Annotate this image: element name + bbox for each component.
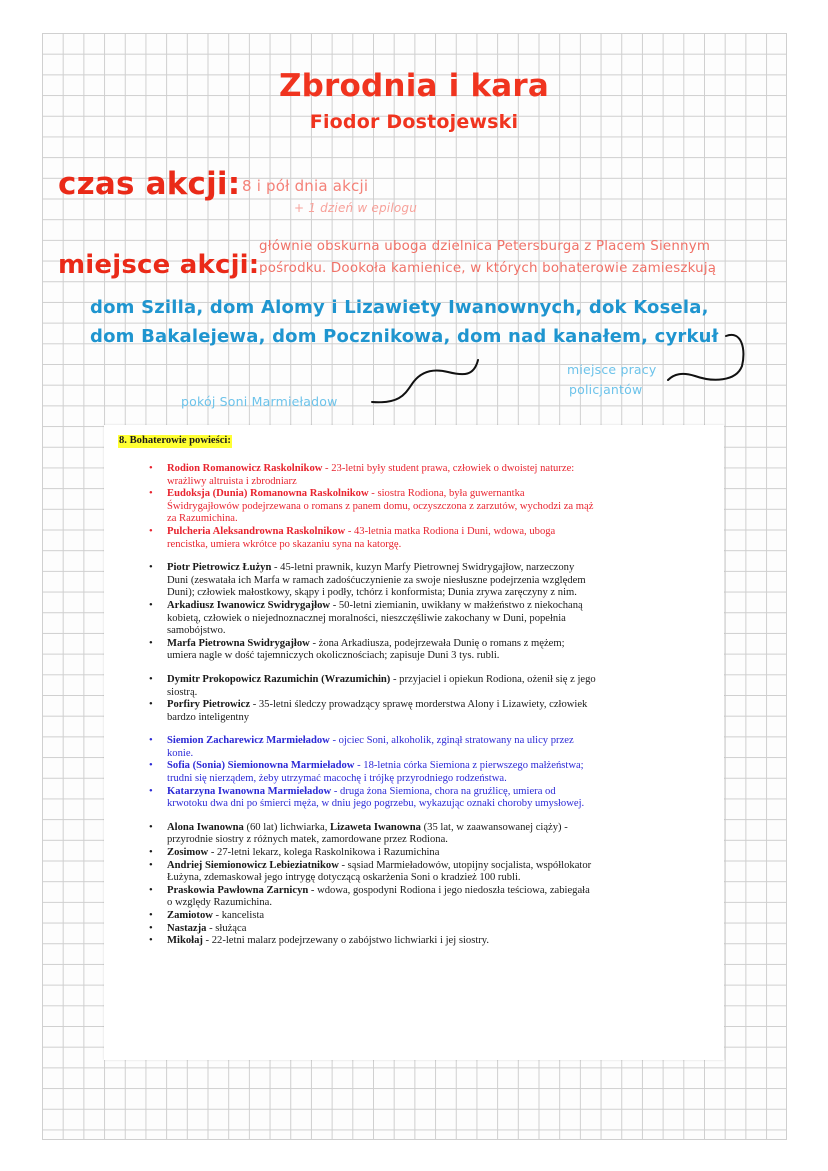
note-pokoj-soni: pokój Soni Marmieładow: [181, 394, 338, 409]
squiggle-soni: [372, 360, 478, 402]
character-description: - przyjaciel i opiekun Rodiona, ożenił się z jego: [390, 673, 596, 685]
character-name: Piotr Pietrowicz Łużyn: [167, 562, 272, 574]
character-name: Andriej Siemionowicz Lebieziatnikow: [167, 859, 339, 871]
bullet-icon: •: [149, 525, 153, 537]
character-item: [104, 786, 724, 811]
character-name: Dymitr Prokopowicz Razumichin (Wrazumichin): [167, 673, 391, 685]
bullet-icon: •: [149, 859, 153, 871]
character-item: [104, 674, 724, 699]
character-description: krwotoku dwa dni po śmierci męża, w dniu jego pogrzebu, wykazując oznaki choroby umysłowej.: [167, 798, 585, 810]
czas-akcji-value: 8 i pół dnia akcji: [242, 177, 369, 195]
character-item: [104, 463, 724, 488]
character-group: [104, 822, 724, 948]
places-line2: dom Bakalejewa, dom Pocznikowa, dom nad kanałem, cyrkuł: [90, 326, 719, 347]
character-item: [104, 638, 724, 663]
bullet-icon: •: [149, 699, 153, 711]
note-miejsce-pracy-line2: policjantów: [569, 382, 643, 397]
czas-akcji-label: czas akcji:: [58, 166, 241, 202]
character-description: o względy Razumichina.: [167, 897, 273, 909]
character-description: Duni); człowiek małostkowy, skąpy i podły, tchórz i konformista; Dunia zrywa zaręczyny z nim.: [167, 587, 577, 599]
characters-heading: 8. Bohaterowie powieści:: [119, 435, 231, 446]
character-description: - druga żona Siemiona, chora na gruźlicę, umiera od: [331, 785, 556, 797]
characters-document: [104, 425, 724, 1060]
character-name: Porfiry Pietrowicz: [167, 699, 251, 711]
bullet-icon: •: [149, 562, 153, 574]
bullet-icon: •: [149, 821, 153, 833]
character-name: Nastazja: [167, 922, 207, 934]
character-description: Duni (zeswatała ich Marfa w ramach zadośćuczynienie za swoje niesłuszne podejrzenia względem: [167, 574, 586, 586]
character-description: siostrą.: [167, 686, 198, 698]
bullet-icon: •: [149, 599, 153, 611]
squiggle-cyrkul: [668, 335, 743, 380]
character-description: - 22-letni malarz podejrzewany o zabójstwo lichwiarki i jej siostry.: [202, 935, 490, 947]
character-name: Lizaweta Iwanowna: [330, 821, 421, 833]
character-description: - ojciec Soni, alkoholik, zginął stratowany na ulicy przez: [329, 735, 574, 747]
bullet-icon: •: [149, 637, 153, 649]
character-item: [104, 562, 724, 600]
character-description: trudni się nierządem, żeby utrzymać macochę i trójkę przyrodniego rodzeństwa.: [167, 773, 507, 785]
character-description: - 23-letni były student prawa, człowiek o dwoistej naturze:: [322, 463, 575, 474]
character-name: Alona Iwanowna: [167, 821, 244, 833]
character-description: umiera nagle w dość tajemniczych okolicznościach; zapisuje Duni 3 tys. rubli.: [167, 650, 500, 662]
miejsce-akcji-desc-line2: pośrodku. Dookoła kamienice, w których bohaterowie zamieszkują: [259, 261, 717, 276]
character-item: [104, 488, 724, 526]
character-description: - siostra Rodiona, była guwernantka: [368, 488, 525, 500]
character-description: Łużyna, zdemaskował jego intrygę dotyczącą oskarżenia Soni o kradzież 100 rubli.: [167, 872, 521, 884]
character-description: kobietą, człowiek o niejednoznacznej moralności, nieszczęśliwie zakochany w Duni, popełnia: [167, 612, 566, 624]
character-item: [104, 935, 724, 948]
character-group: [104, 463, 724, 551]
czas-akcji-epilog: + 1 dzień w epilogu: [294, 201, 418, 215]
character-description: - 50-letni ziemianin, uwikłany w małżeństwo z niekochaną: [330, 599, 583, 611]
character-item: [104, 735, 724, 760]
character-item: [104, 760, 724, 785]
character-description: samobójstwo.: [167, 625, 226, 637]
character-item: [104, 885, 724, 910]
character-name: Arkadiusz Iwanowicz Swidrygajłow: [167, 599, 331, 611]
bullet-icon: •: [149, 463, 153, 474]
character-description: - 18-letnia córka Siemiona z pierwszego małżeństwa;: [354, 760, 584, 772]
miejsce-akcji-label: miejsce akcji:: [58, 250, 260, 280]
character-item: [104, 923, 724, 936]
character-description: bardzo inteligentny: [167, 711, 250, 723]
character-name: Marfa Pietrowna Swidrygajłow: [167, 637, 310, 649]
character-item: [104, 526, 724, 551]
note-miejsce-pracy-line1: miejsce pracy: [567, 362, 657, 377]
character-name: Praskowia Pawłowna Zarnicyn: [167, 884, 309, 896]
character-description: (60 lat) lichwiarka,: [243, 821, 331, 833]
places-line1: dom Szilla, dom Alomy i Lizawiety Iwanownych, dok Kosela,: [90, 297, 709, 318]
bullet-icon: •: [149, 935, 153, 947]
page-title: Zbrodnia i kara: [278, 68, 549, 104]
bullet-icon: •: [149, 847, 153, 859]
character-groups: [104, 463, 724, 959]
character-name: Katarzyna Iwanowna Marmieładow: [167, 785, 332, 797]
character-name: Zosimow: [167, 847, 209, 859]
character-description: - żona Arkadiusza, podejrzewała Dunię o romans z mężem;: [309, 637, 565, 649]
character-description: - służąca: [206, 922, 247, 934]
miejsce-akcji-desc-line1: głównie obskurna uboga dzielnica Petersburga z Placem Siennym: [259, 239, 711, 254]
character-description: - kancelista: [212, 910, 265, 921]
bullet-icon: •: [149, 922, 153, 934]
character-description: konie.: [167, 747, 194, 759]
bullet-icon: •: [149, 760, 153, 772]
bullet-icon: •: [149, 785, 153, 797]
character-item: [104, 860, 724, 885]
character-description: - 35-letni śledczy prowadzący sprawę morderstwa Alony i Lizawiety, człowiek: [250, 699, 588, 711]
bullet-icon: •: [149, 910, 153, 921]
character-item: [104, 910, 724, 923]
author-name: Fiodor Dostojewski: [309, 111, 519, 133]
bullet-icon: •: [149, 735, 153, 747]
character-description: rencistka, umiera wkrótce po skazaniu syna na katorgę.: [167, 538, 402, 550]
character-name: Sofia (Sonia) Siemionowna Marmieładow: [167, 760, 355, 772]
bullet-icon: •: [149, 884, 153, 896]
character-name: Mikołaj: [167, 935, 203, 947]
character-item: [104, 847, 724, 860]
character-item: [104, 699, 724, 724]
character-description: Świdrygajłowów podejrzewana o romans z panem domu, oczyszczona z zarzutów, wychodzi za mąż: [167, 500, 594, 512]
character-description: - wdowa, gospodyni Rodiona i jego niedoszła teściowa, zabiegała: [308, 884, 590, 896]
character-description: (35 lat, w zaawansowanej ciąży) -: [420, 821, 568, 833]
character-description: przyrodnie siostry z różnych matek, zamordowane przez Rodiona.: [167, 834, 448, 846]
character-description: wrażliwy altruista i zbrodniarz: [167, 475, 297, 487]
character-description: - 27-letni lekarz, kolega Raskolnikowa i Razumichina: [208, 847, 440, 859]
character-description: - 45-letni prawnik, kuzyn Marfy Pietrownej Swidrygajłow, narzeczony: [271, 562, 575, 574]
character-item: [104, 600, 724, 638]
bullet-icon: •: [149, 488, 153, 500]
character-name: Siemion Zacharewicz Marmieładow: [167, 735, 330, 747]
character-group: [104, 674, 724, 724]
character-item: [104, 822, 724, 847]
character-name: Rodion Romanowicz Raskolnikow: [167, 463, 323, 474]
character-description: - 43-letnia matka Rodiona i Duni, wdowa, uboga: [345, 525, 556, 537]
character-name: Zamiotow: [167, 910, 213, 921]
character-description: - sąsiad Marmieładowów, utopijny socjalista, współlokator: [338, 859, 592, 871]
character-name: Eudoksja (Dunia) Romanowna Raskolnikow: [167, 488, 369, 500]
character-name: Pulcheria Aleksandrowna Raskolnikow: [167, 525, 346, 537]
character-description: za Razumichina.: [167, 513, 238, 525]
bullet-icon: •: [149, 673, 153, 685]
character-group: [104, 562, 724, 663]
character-group: [104, 735, 724, 811]
